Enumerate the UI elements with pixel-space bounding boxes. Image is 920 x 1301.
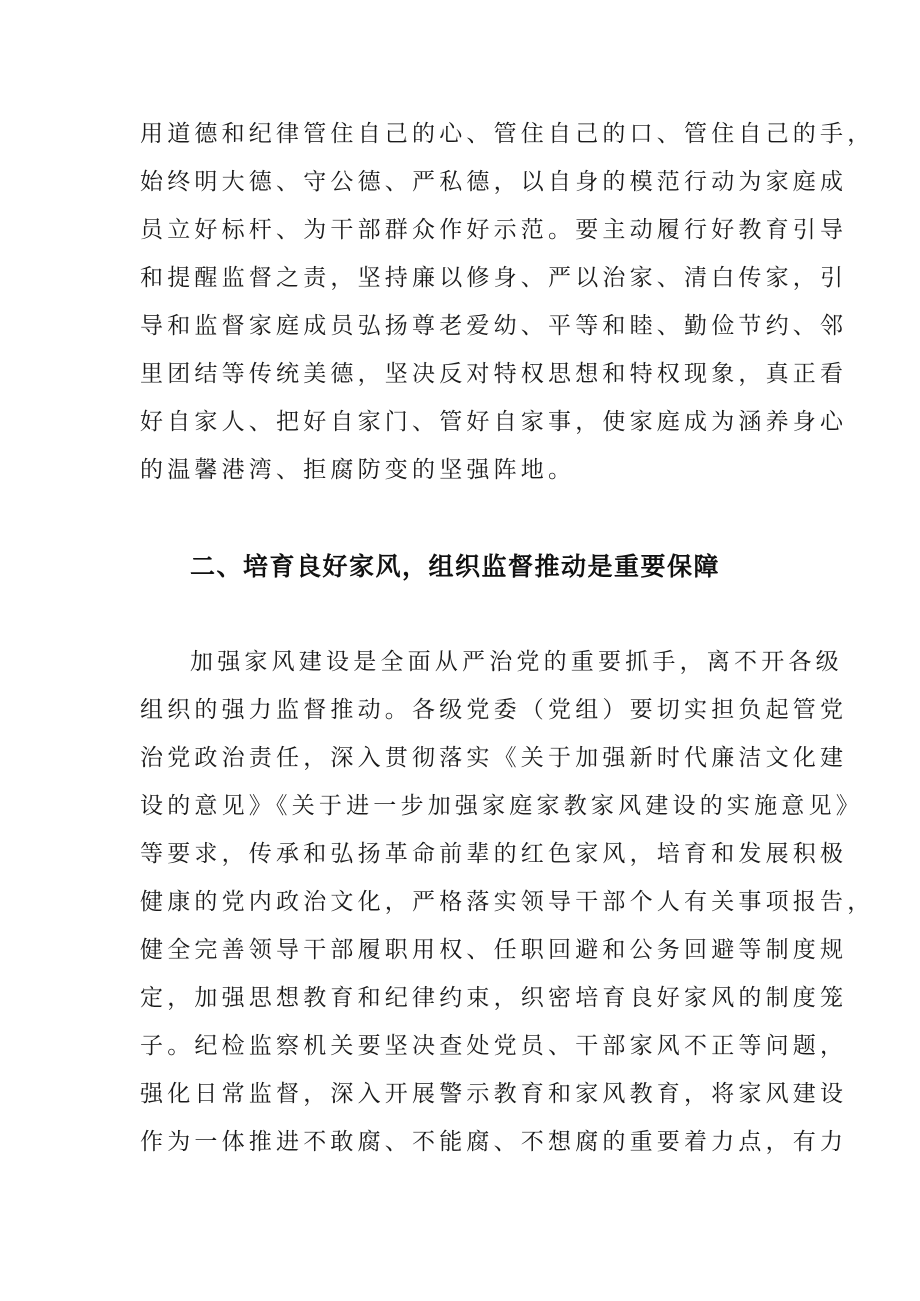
text-line: 员立好标杆、为干部群众作好示范。要主动履行好教育引导	[140, 217, 848, 243]
text-line: 好自家人、把好自家门、管好自家事，使家庭成为涵养身心	[140, 409, 848, 435]
text-line: 和提醒监督之责，坚持廉以修身、严以治家、清白传家，引	[140, 265, 848, 291]
section-heading: 二、培育良好家风，组织监督推动是重要保障	[190, 552, 721, 581]
text-line: 组织的强力监督推动。各级党委（党组）要切实担负起管党	[140, 697, 848, 723]
text-line: 设的意见》《关于进一步加强家庭家教家风建设的实施意见》	[140, 793, 863, 819]
text-line: 健康的党内政治文化，严格落实领导干部个人有关事项报告，	[140, 889, 875, 915]
text-line: 始终明大德、守公德、严私德，以自身的模范行动为家庭成	[140, 169, 848, 195]
text-line: 用道德和纪律管住自己的心、管住自己的口、管住自己的手，	[140, 121, 875, 147]
text-line: 的温馨港湾、拒腐防变的坚强阵地。	[140, 457, 576, 483]
text-line: 治党政治责任，深入贯彻落实《关于加强新时代廉洁文化建	[140, 745, 848, 771]
text-line: 作为一体推进不敢腐、不能腐、不想腐的重要着力点，有力	[140, 1129, 848, 1155]
text-line: 健全完善领导干部履职用权、任职回避和公务回避等制度规	[140, 937, 848, 963]
text-line: 等要求，传承和弘扬革命前辈的红色家风，培育和发展积极	[140, 841, 848, 867]
text-line: 导和监督家庭成员弘扬尊老爱幼、平等和睦、勤俭节约、邻	[140, 313, 848, 339]
text-line: 定，加强思想教育和纪律约束，织密培育良好家风的制度笼	[140, 985, 848, 1011]
text-line: 强化日常监督，深入开展警示教育和家风教育，将家风建设	[140, 1081, 848, 1107]
text-line: 里团结等传统美德，坚决反对特权思想和特权现象，真正看	[140, 361, 848, 387]
text-line: 加强家风建设是全面从严治党的重要抓手，离不开各级	[190, 649, 843, 675]
text-line: 子。纪检监察机关要坚决查处党员、干部家风不正等问题，	[140, 1033, 848, 1059]
